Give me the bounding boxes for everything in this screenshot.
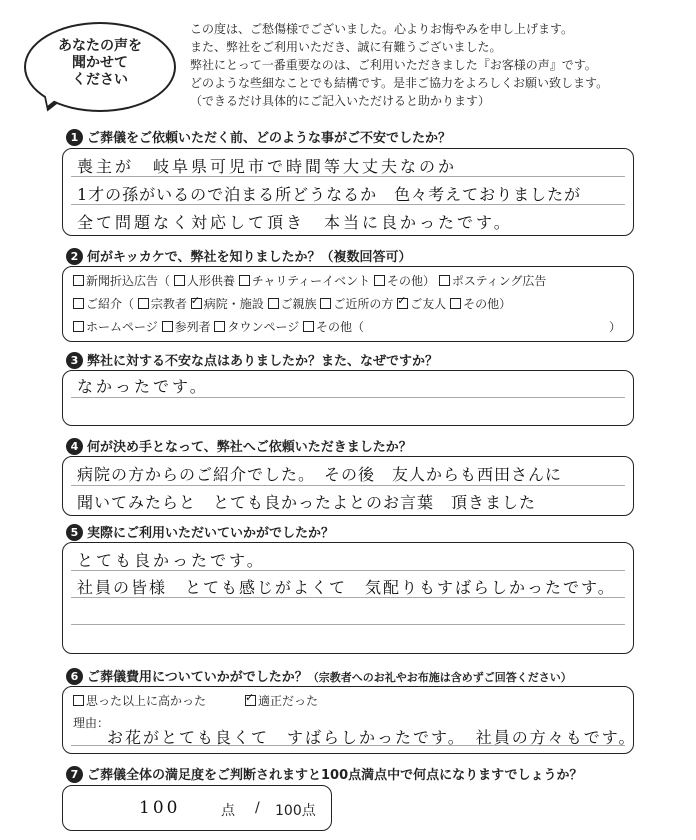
handwritten-answer: 喪主が 岐阜県可児市で時間等大丈夫なのか <box>77 157 458 176</box>
answer-box-3[interactable] <box>62 370 634 426</box>
question-6 <box>66 666 572 685</box>
checkbox[interactable] <box>239 275 250 286</box>
checkbox[interactable] <box>73 695 84 706</box>
question-note: （宗教者へのお礼やお布施は含めずご回答ください） <box>307 671 572 684</box>
question-text: ご葬儀全体の満足度をご判断されますと100点満点中で何点になりますでしょうか？ <box>87 768 583 783</box>
question-text: 弊社に対する不安な点はありましたか？また、なぜですか？ <box>87 354 439 369</box>
question-text: 実際にご利用いただいていかがでしたか？ <box>87 526 335 541</box>
question-number: 1 <box>66 129 83 146</box>
handwritten-answer: とても良かったです。 <box>77 551 266 570</box>
intro-line: （できるだけ具体的にご記入いただけると助かります） <box>190 94 491 108</box>
bubble-line: 聞かせて <box>72 55 128 71</box>
answer-box-1[interactable] <box>62 148 634 236</box>
checkbox[interactable] <box>73 298 84 309</box>
handwritten-answer: 聞いてみたらと とても良かったよとのお言葉 頂きました <box>77 493 537 512</box>
checkbox[interactable] <box>450 298 461 309</box>
checkbox[interactable] <box>73 321 84 332</box>
intro-line: 弊社にとって一番重要なのは、ご利用いただきました『お客様の声』です。 <box>190 58 597 72</box>
handwritten-answer: 病院の方からのご紹介でした。 その後 友人からも西田さんに <box>77 465 563 484</box>
checkbox[interactable] <box>320 298 331 309</box>
question-text: 何が決め手となって、弊社へご依頼いただきましたか？ <box>87 440 412 455</box>
score-unit: 点 <box>221 803 235 819</box>
handwritten-answer: 全て問題なく対応して頂き 本当に良かったです。 <box>77 213 513 232</box>
checkbox[interactable] <box>214 321 225 332</box>
bubble-line: ください <box>72 72 128 88</box>
checkbox-checked[interactable] <box>397 298 408 309</box>
reason-label: 理由： <box>73 716 110 730</box>
checkbox-checked[interactable] <box>245 695 256 706</box>
checkbox[interactable] <box>73 275 84 286</box>
score-max: 100点 <box>275 803 316 819</box>
question-5 <box>66 522 334 541</box>
checkbox[interactable] <box>374 275 385 286</box>
question-number: 5 <box>66 524 83 541</box>
question-4 <box>66 436 412 455</box>
options-row-1: 新聞折込広告（ 人形供養 チャリティーイベント その他） ポスティング広告 <box>73 272 546 289</box>
question-2 <box>66 246 411 265</box>
answer-box-6 <box>62 686 637 754</box>
intro-line: どのような些細なことでも結構です。是非ご協力をよろしくお願い致します。 <box>190 76 609 90</box>
question-number: 3 <box>66 352 83 369</box>
options-row-2: ご紹介（ 宗教者 ✓ 病院・施設 ご親族 ご近所の方 ✓ ご友人 その他） <box>73 295 511 312</box>
options-row-3: ホームページ 参列者 タウンページ その他（ ） <box>73 318 621 335</box>
question-text: 何がキッカケで、弊社を知りましたか？（複数回答可） <box>87 250 412 265</box>
checkbox-checked[interactable] <box>191 298 202 309</box>
bubble-line: あなたの声を <box>58 38 142 54</box>
intro-text <box>190 20 690 110</box>
checkbox[interactable] <box>162 321 173 332</box>
handwritten-answer: 1才の孫がいるので泊まる所どうなるか 色々考えておりましたが <box>77 185 582 204</box>
checkbox[interactable] <box>174 275 185 286</box>
checkbox[interactable] <box>303 321 314 332</box>
question-text: ご葬儀費用についていかがでしたか？ <box>87 670 308 685</box>
intro-line: また、弊社をご利用いただき、誠に有難うございました。 <box>190 40 502 54</box>
question-number: 2 <box>66 248 83 265</box>
ruled-line <box>71 624 625 625</box>
answer-box-4[interactable] <box>62 456 634 516</box>
answer-box-5[interactable] <box>62 542 634 654</box>
ruled-line <box>71 485 625 486</box>
question-number: 7 <box>66 766 83 783</box>
question-number: 6 <box>66 668 83 685</box>
checkbox[interactable] <box>439 275 450 286</box>
cost-option: 思った以上に高かった <box>73 692 206 709</box>
question-3 <box>66 350 438 369</box>
cost-option: ✓ 適正だった <box>245 692 318 709</box>
score-box[interactable] <box>62 785 332 831</box>
intro-line: この度は、ご愁傷様でございました。心よりお悔やみを申し上げます。 <box>190 22 574 36</box>
question-number: 4 <box>66 438 83 455</box>
ruled-line <box>71 397 625 398</box>
checkbox[interactable] <box>268 298 279 309</box>
question-text: ご葬儀をご依頼いただく前、どのような事がご不安でしたか？ <box>87 131 452 146</box>
question-1 <box>66 127 451 146</box>
question-7 <box>66 764 583 783</box>
handwritten-answer[interactable]: お花がとても良くて すばらしかったです。 社員の方々もです。 <box>107 728 637 747</box>
score-value: 100 <box>139 798 181 818</box>
checkbox[interactable] <box>138 298 149 309</box>
score-slash: / <box>255 800 260 816</box>
handwritten-answer: 社員の皆様 とても感じがよくて 気配りもすばらしかったです。 <box>77 578 616 597</box>
answer-box-2 <box>62 266 634 342</box>
handwritten-answer: なかったです。 <box>77 377 209 396</box>
